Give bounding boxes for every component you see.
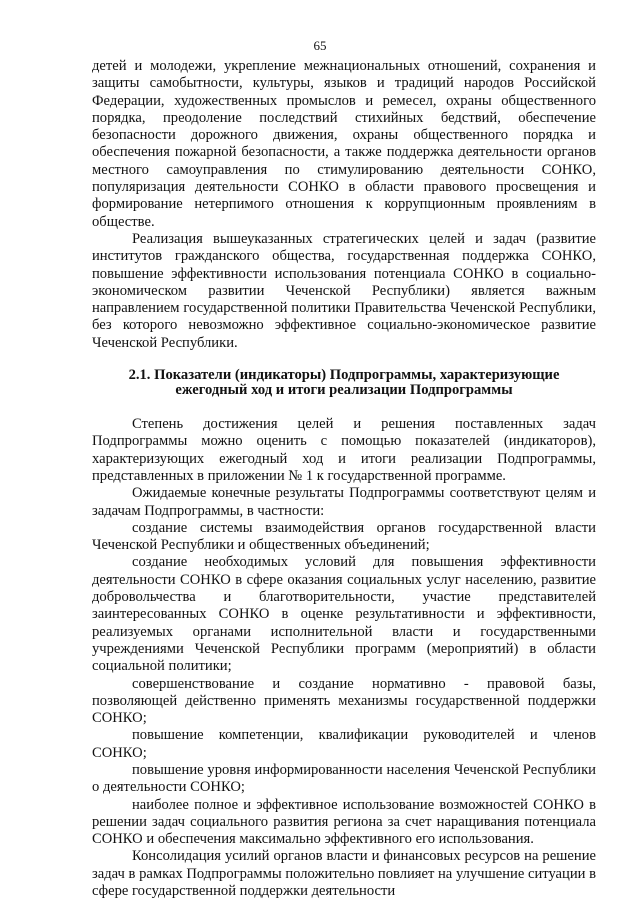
section-title-line: ежегодный ход и итоги реализации Подпрограммы [175, 382, 513, 399]
paragraphs-after [92, 416, 596, 900]
paragraph: повышение уровня информированности населения Чеченской Республики о деятельности СОНКО; [92, 761, 596, 796]
paragraph: Реализация вышеуказанных стратегических целей и задач (развитие институтов гражданского общества, государственная поддержка СОНКО, повышение эффективности использования потенциала СОНКО в социально-экономическом развитии Чеченской Республики) является важным направлением государственной политики Правительства Чеченской Республики, без которого невозможно эффективное социально-экономическое развитие Чеченской Республики. [92, 230, 596, 351]
paragraph: Степень достижения целей и решения поставленных задач Подпрограммы можно оценить с помощью показателей (индикаторов), характеризующих ежегодный ход и итоги реализации Подпрограммы, представленных в приложении № 1 к государственной программе. [92, 416, 596, 484]
paragraphs-before [92, 58, 596, 352]
paragraph: создание системы взаимодействия органов государственной власти Чеченской Республики и общественных объединений; [92, 519, 596, 554]
section-title-line: 2.1. Показатели (индикаторы) Подпрограммы, характеризующие [128, 367, 560, 384]
paragraph: создание необходимых условий для повышения эффективности деятельности СОНКО в сфере оказания социальных услуг населению, развитие добровольчества и благотворительности, участие представителей заинтересованных СОНКО в оценке результативности и эффективности, реализуемых органами исполнительной власти и государственными учреждениями Чеченской Республики программ (мероприятий) в области социальной политики; [92, 554, 596, 675]
section-title [92, 368, 596, 398]
paragraph: детей и молодежи, укрепление межнациональных отношений, сохранения и защиты самобытности, культуры, языков и традиций народов Российской Федерации, художественных промыслов и ремесел, охраны общественного порядка, преодоление последствий стихийных бедствий, обеспечение безопасности дорожного движения, охраны общественного порядка и обеспечения пожарной безопасности, а также поддержка деятельности органов местного самоуправления по стимулированию деятельности СОНКО, популяризация деятельности СОНКО в области правового просвещения и формирование нетерпимого отношения к коррупционным проявлениям в обществе. [92, 58, 596, 230]
paragraph: повышение компетенции, квалификации руководителей и членов СОНКО; [92, 727, 596, 761]
document-body [92, 58, 596, 900]
paragraph: Ожидаемые конечные результаты Подпрограммы соответствуют целям и задачам Подпрограммы, в частности: [92, 485, 596, 519]
paragraph: наиболее полное и эффективное использование возможностей СОНКО в решении задач социального развития региона за счет наращивания потенциала СОНКО и обеспечения максимально эффективного его использования. [92, 796, 596, 848]
paragraph: Консолидация усилий органов власти и финансовых ресурсов на решение задач в рамках Подпрограммы положительно повлияет на улучшение ситуации в сфере государственной поддержки деятельности [92, 848, 596, 900]
paragraph: совершенствование и создание нормативно - правовой базы, позволяющей действенно применять механизмы государственной поддержки СОНКО; [92, 675, 596, 727]
page-number: 65 [313, 38, 327, 53]
